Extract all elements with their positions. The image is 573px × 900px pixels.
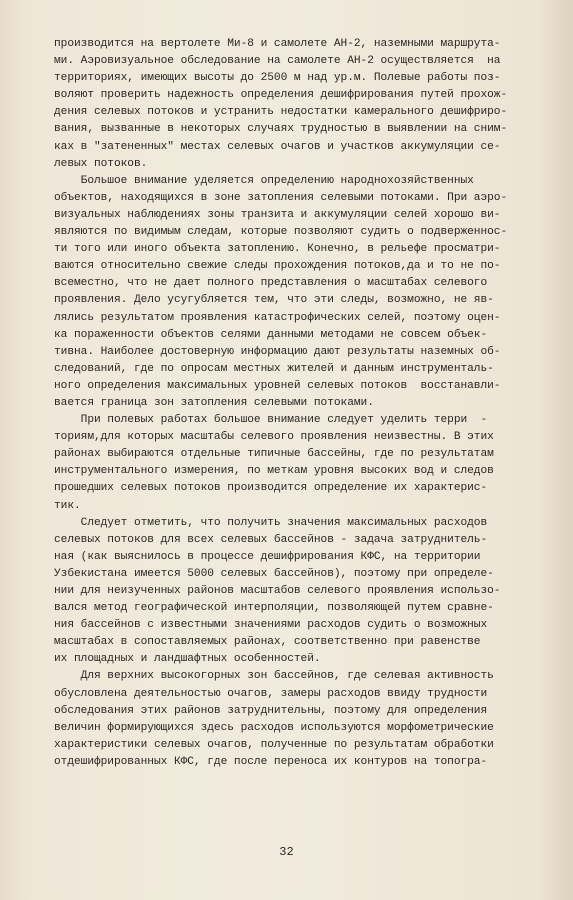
- text-line: ториям,для которых масштабы селевого проявления неизвестны. В этих: [54, 431, 494, 444]
- text-line: районах выбираются отдельные типичные бассейны, где по результатам: [54, 448, 494, 461]
- text-line: масштабах в сопоставляемых районах, соответственно при равенстве: [54, 636, 481, 649]
- text-line: ми. Аэровизуальное обследование на самолете АН-2 осуществляется на: [54, 55, 501, 68]
- text-line: При полевых работах большое внимание следует уделить терри -: [54, 414, 488, 427]
- text-line: их площадных и ландшафтных особенностей.: [54, 653, 321, 666]
- page-number: 32: [279, 845, 294, 859]
- text-line: производится на вертолете Ми-8 и самолете АН-2, наземными маршрута-: [54, 38, 501, 50]
- text-line: Для верхних высокогорных зон бассейнов, где селевая активность: [54, 670, 494, 683]
- text-line: обусловлена деятельностью очагов, замеры расходов ввиду трудности: [54, 687, 488, 700]
- text-line: величин формирующихся здесь расходов используются морфометрические: [54, 721, 494, 734]
- text-line: Следует отметить, что получить значения максимальных расходов: [54, 516, 488, 529]
- text-line: вается граница зон затопления селевыми потоками.: [54, 396, 374, 409]
- text-line: территориях, имеющих высоты до 2500 м над ур.м. Полевые работы поз-: [54, 72, 501, 85]
- text-line: вания, вызванные в некоторых случаях трудностью в выявлении на сним-: [54, 123, 508, 136]
- text-line: проявления. Дело усугубляется тем, что эти следы, возможно, не яв-: [54, 294, 494, 307]
- body-text: [54, 36, 556, 771]
- text-line: лялись результатом проявления катастрофических селей, поэтому оцен-: [54, 311, 501, 324]
- text-line: тивна. Наиболее достоверную информацию дают результаты наземных об-: [54, 345, 501, 358]
- text-line: следований, где по опросам местных жителей и данным инструменталь-: [54, 362, 494, 375]
- text-line: ваются относительно свежие следы прохождения потоков,да и то не по-: [54, 260, 501, 273]
- text-line: инструментального измерения, по меткам уровня высоких вод и следов: [54, 465, 494, 478]
- text-line: нии для неизученных районов масштабов селевого проявления использо-: [54, 585, 501, 597]
- text-line: всеместно, что не дает полного представления о масштабах селевого: [54, 277, 488, 290]
- text-line: ках в "затененных" местах селевых очагов и участков аккумуляции се-: [54, 140, 501, 153]
- text-line: характеристики селевых очагов, полученные по результатам обработки: [54, 738, 494, 751]
- text-line: ного определения максимальных уровней селевых потоков восстанавли-: [54, 379, 501, 392]
- text-line: ная (как выяснилось в процессе дешифрирования КФС, на территории: [54, 550, 481, 563]
- text-line: являются по видимым следам, которые позволяют судить о подверженнос-: [54, 226, 508, 239]
- text-line: Узбекистана имеется 5000 селевых бассейнов), поэтому при определе-: [54, 567, 494, 580]
- text-line: Большое внимание уделяется определению народнохозяйственных: [54, 174, 474, 187]
- text-line: тик.: [54, 499, 81, 512]
- text-line: ния бассейнов с известными значениями расходов судить о возможных: [54, 619, 488, 632]
- text-line: обследования этих районов затруднительны, поэтому для определения: [54, 704, 488, 717]
- text-line: ти того или иного объекта затоплению. Конечно, в рельефе просматри-: [54, 243, 501, 256]
- text-line: визуальных наблюдениях зоны транзита и аккумуляции селей хорошо ви-: [54, 208, 501, 221]
- text-line: отдешифрированных КФС, где после переноса их контуров на топогра-: [54, 755, 488, 768]
- text-line: селевых потоков для всех селевых бассейнов - задача затруднитель-: [54, 533, 488, 546]
- text-line: прошедших селевых потоков производится определение их характерис-: [54, 482, 488, 495]
- text-line: ка пораженности объектов селями данными методами не совсем объек-: [54, 328, 488, 341]
- text-line: дения селевых потоков и устранить недостатки камерального дешифриро-: [54, 106, 508, 119]
- text-line: воляют проверить надежность определения дешифрирования путей прохож-: [54, 89, 508, 102]
- text-line: объектов, находящихся в зоне затопления селевыми потоками. При аэро-: [54, 191, 508, 204]
- text-line: вался метод географической интерполяции, позволяющей путем сравне-: [54, 602, 494, 615]
- text-line: левых потоков.: [54, 157, 148, 170]
